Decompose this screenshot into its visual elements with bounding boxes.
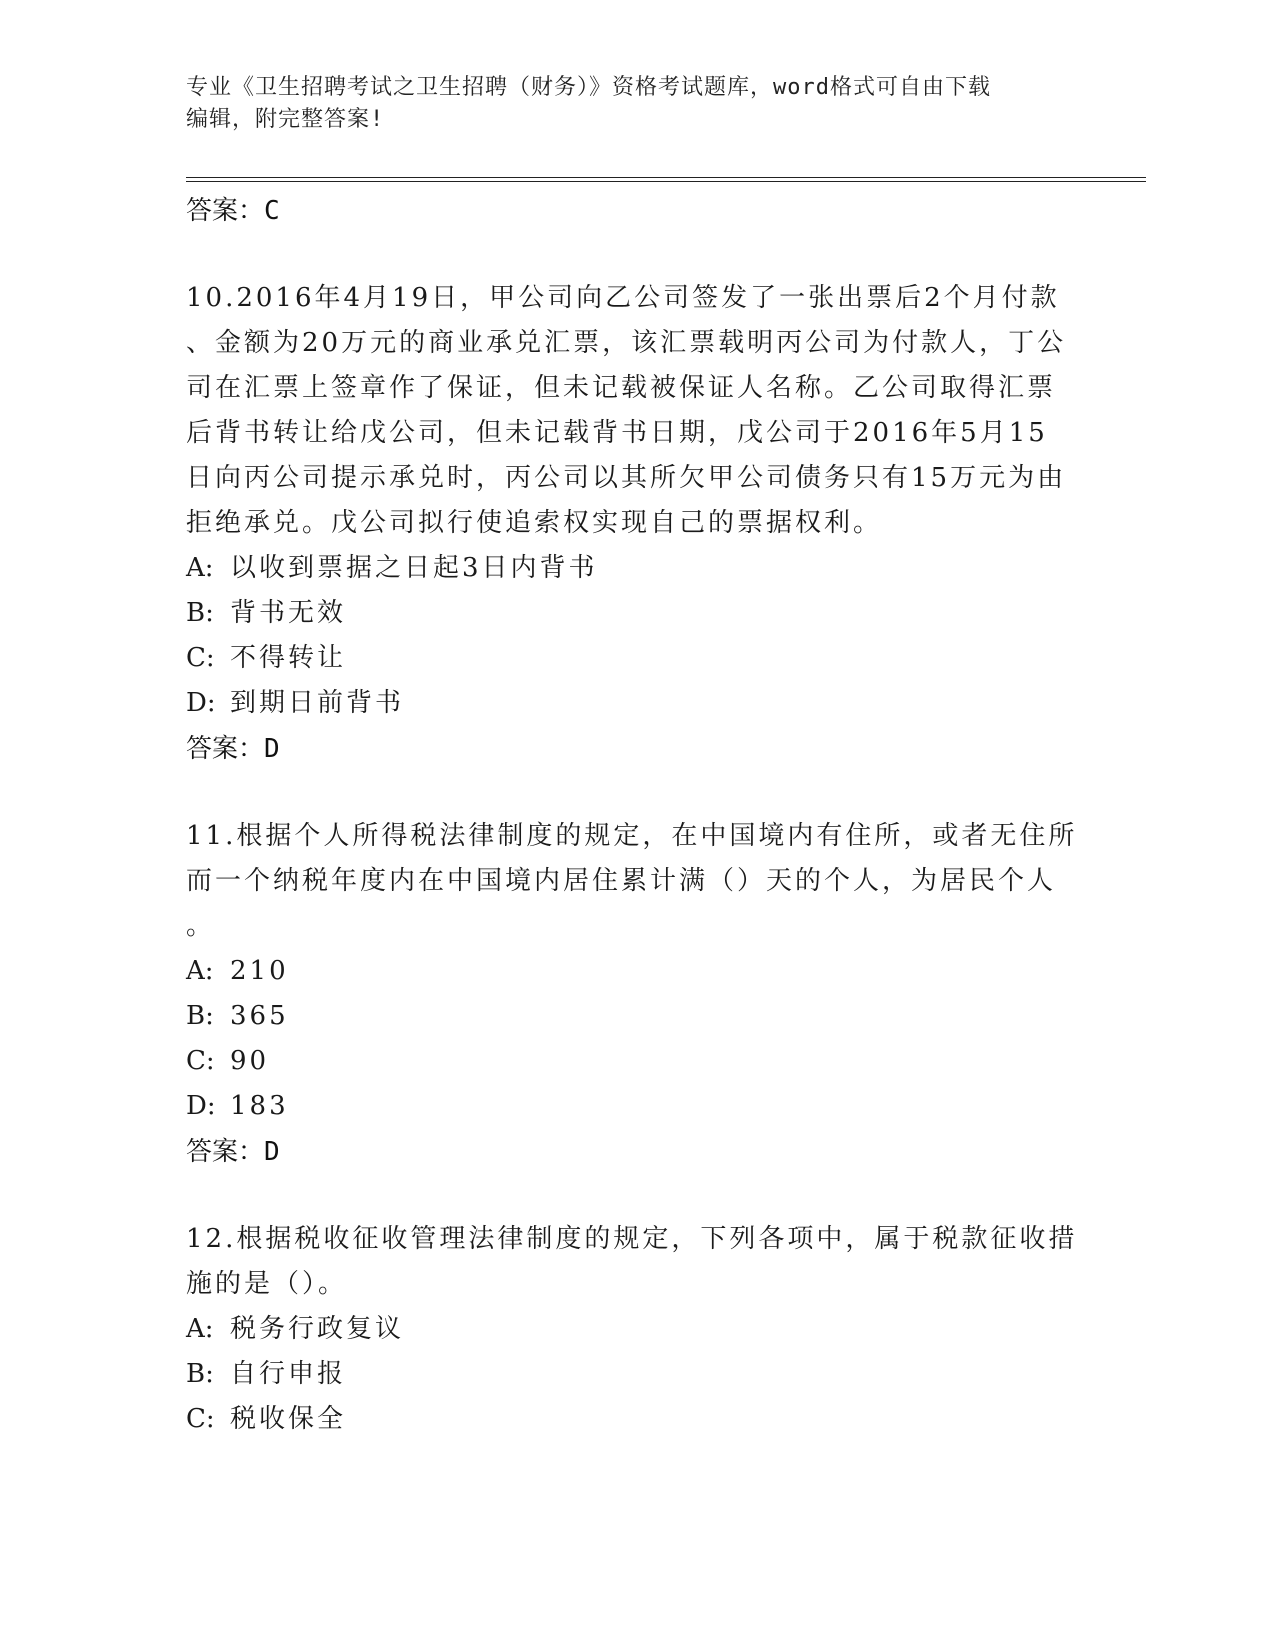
option-text: 自行申报	[230, 1359, 347, 1389]
option-letter: D:	[186, 688, 216, 718]
option-c	[186, 636, 1086, 681]
question-11	[186, 814, 1086, 1173]
header-line-2: 编辑，附完整答案!	[186, 107, 385, 132]
option-text: 税收保全	[230, 1404, 347, 1434]
question-line: 而一个纳税年度内在中国境内居住累计满（）天的个人，为居民个人	[186, 866, 1057, 896]
option-b	[186, 1352, 1086, 1397]
option-a	[186, 949, 1086, 994]
option-letter: B:	[186, 1001, 214, 1031]
option-text: 不得转让	[230, 643, 347, 673]
question-line: 施的是（）。	[186, 1269, 348, 1299]
option-text: 税务行政复议	[230, 1314, 405, 1344]
header-line-1: 专业《卫生招聘考试之卫生招聘（财务）》资格考试题库，word格式可自由下载	[186, 75, 991, 100]
question-line: 、金额为20万元的商业承兑汇票，该汇票载明丙公司为付款人，丁公	[186, 328, 1067, 358]
option-d	[186, 1084, 1086, 1129]
document-header	[186, 72, 1076, 136]
question-stem	[186, 814, 1086, 949]
question-line: 10.2016年4月19日，甲公司向乙公司签发了一张出票后2个月付款	[186, 283, 1060, 313]
option-text: 183	[230, 1091, 289, 1121]
option-letter: C:	[186, 643, 215, 673]
option-text: 365	[230, 1001, 289, 1031]
document-body	[186, 188, 1086, 1442]
option-c	[186, 1039, 1086, 1084]
question-line: 12.根据税收征收管理法律制度的规定，下列各项中，属于税款征收措	[186, 1224, 1078, 1254]
question-line: 后背书转让给戊公司，但未记载背书日期，戊公司于2016年5月15	[186, 418, 1048, 448]
question-stem	[186, 276, 1086, 546]
option-a	[186, 546, 1086, 591]
option-letter: A:	[186, 553, 214, 583]
question-stem	[186, 1217, 1086, 1307]
option-letter: C:	[186, 1404, 215, 1434]
option-letter: C:	[186, 1046, 215, 1076]
question-line: 日向丙公司提示承兑时，丙公司以其所欠甲公司债务只有15万元为由	[186, 463, 1067, 493]
header-rule-bottom	[186, 181, 1146, 182]
answer-label: 答案：D	[186, 734, 280, 764]
question-line: 司在汇票上签章作了保证，但未记载被保证人名称。乙公司取得汇票	[186, 373, 1057, 403]
option-letter: D:	[186, 1091, 216, 1121]
option-letter: B:	[186, 598, 214, 628]
question-line: 拒绝承兑。戊公司拟行使追索权实现自己的票据权利。	[186, 508, 883, 538]
header-rule-top	[186, 177, 1146, 178]
option-b	[186, 591, 1086, 636]
option-text: 到期日前背书	[230, 688, 405, 718]
question-line: 。	[186, 911, 216, 941]
option-c	[186, 1397, 1086, 1442]
option-text: 90	[230, 1046, 270, 1076]
option-text: 背书无效	[230, 598, 347, 628]
previous-answer: 答案：C	[186, 196, 280, 226]
question-12	[186, 1217, 1086, 1442]
option-text: 210	[230, 956, 289, 986]
option-a	[186, 1307, 1086, 1352]
option-b	[186, 994, 1086, 1039]
option-letter: A:	[186, 1314, 214, 1344]
question-10	[186, 276, 1086, 770]
option-letter: B:	[186, 1359, 214, 1389]
option-d	[186, 681, 1086, 726]
answer-label: 答案：D	[186, 1137, 280, 1167]
question-line: 11.根据个人所得税法律制度的规定，在中国境内有住所，或者无住所	[186, 821, 1078, 851]
option-letter: A:	[186, 956, 214, 986]
option-text: 以收到票据之日起3日内背书	[230, 553, 598, 583]
